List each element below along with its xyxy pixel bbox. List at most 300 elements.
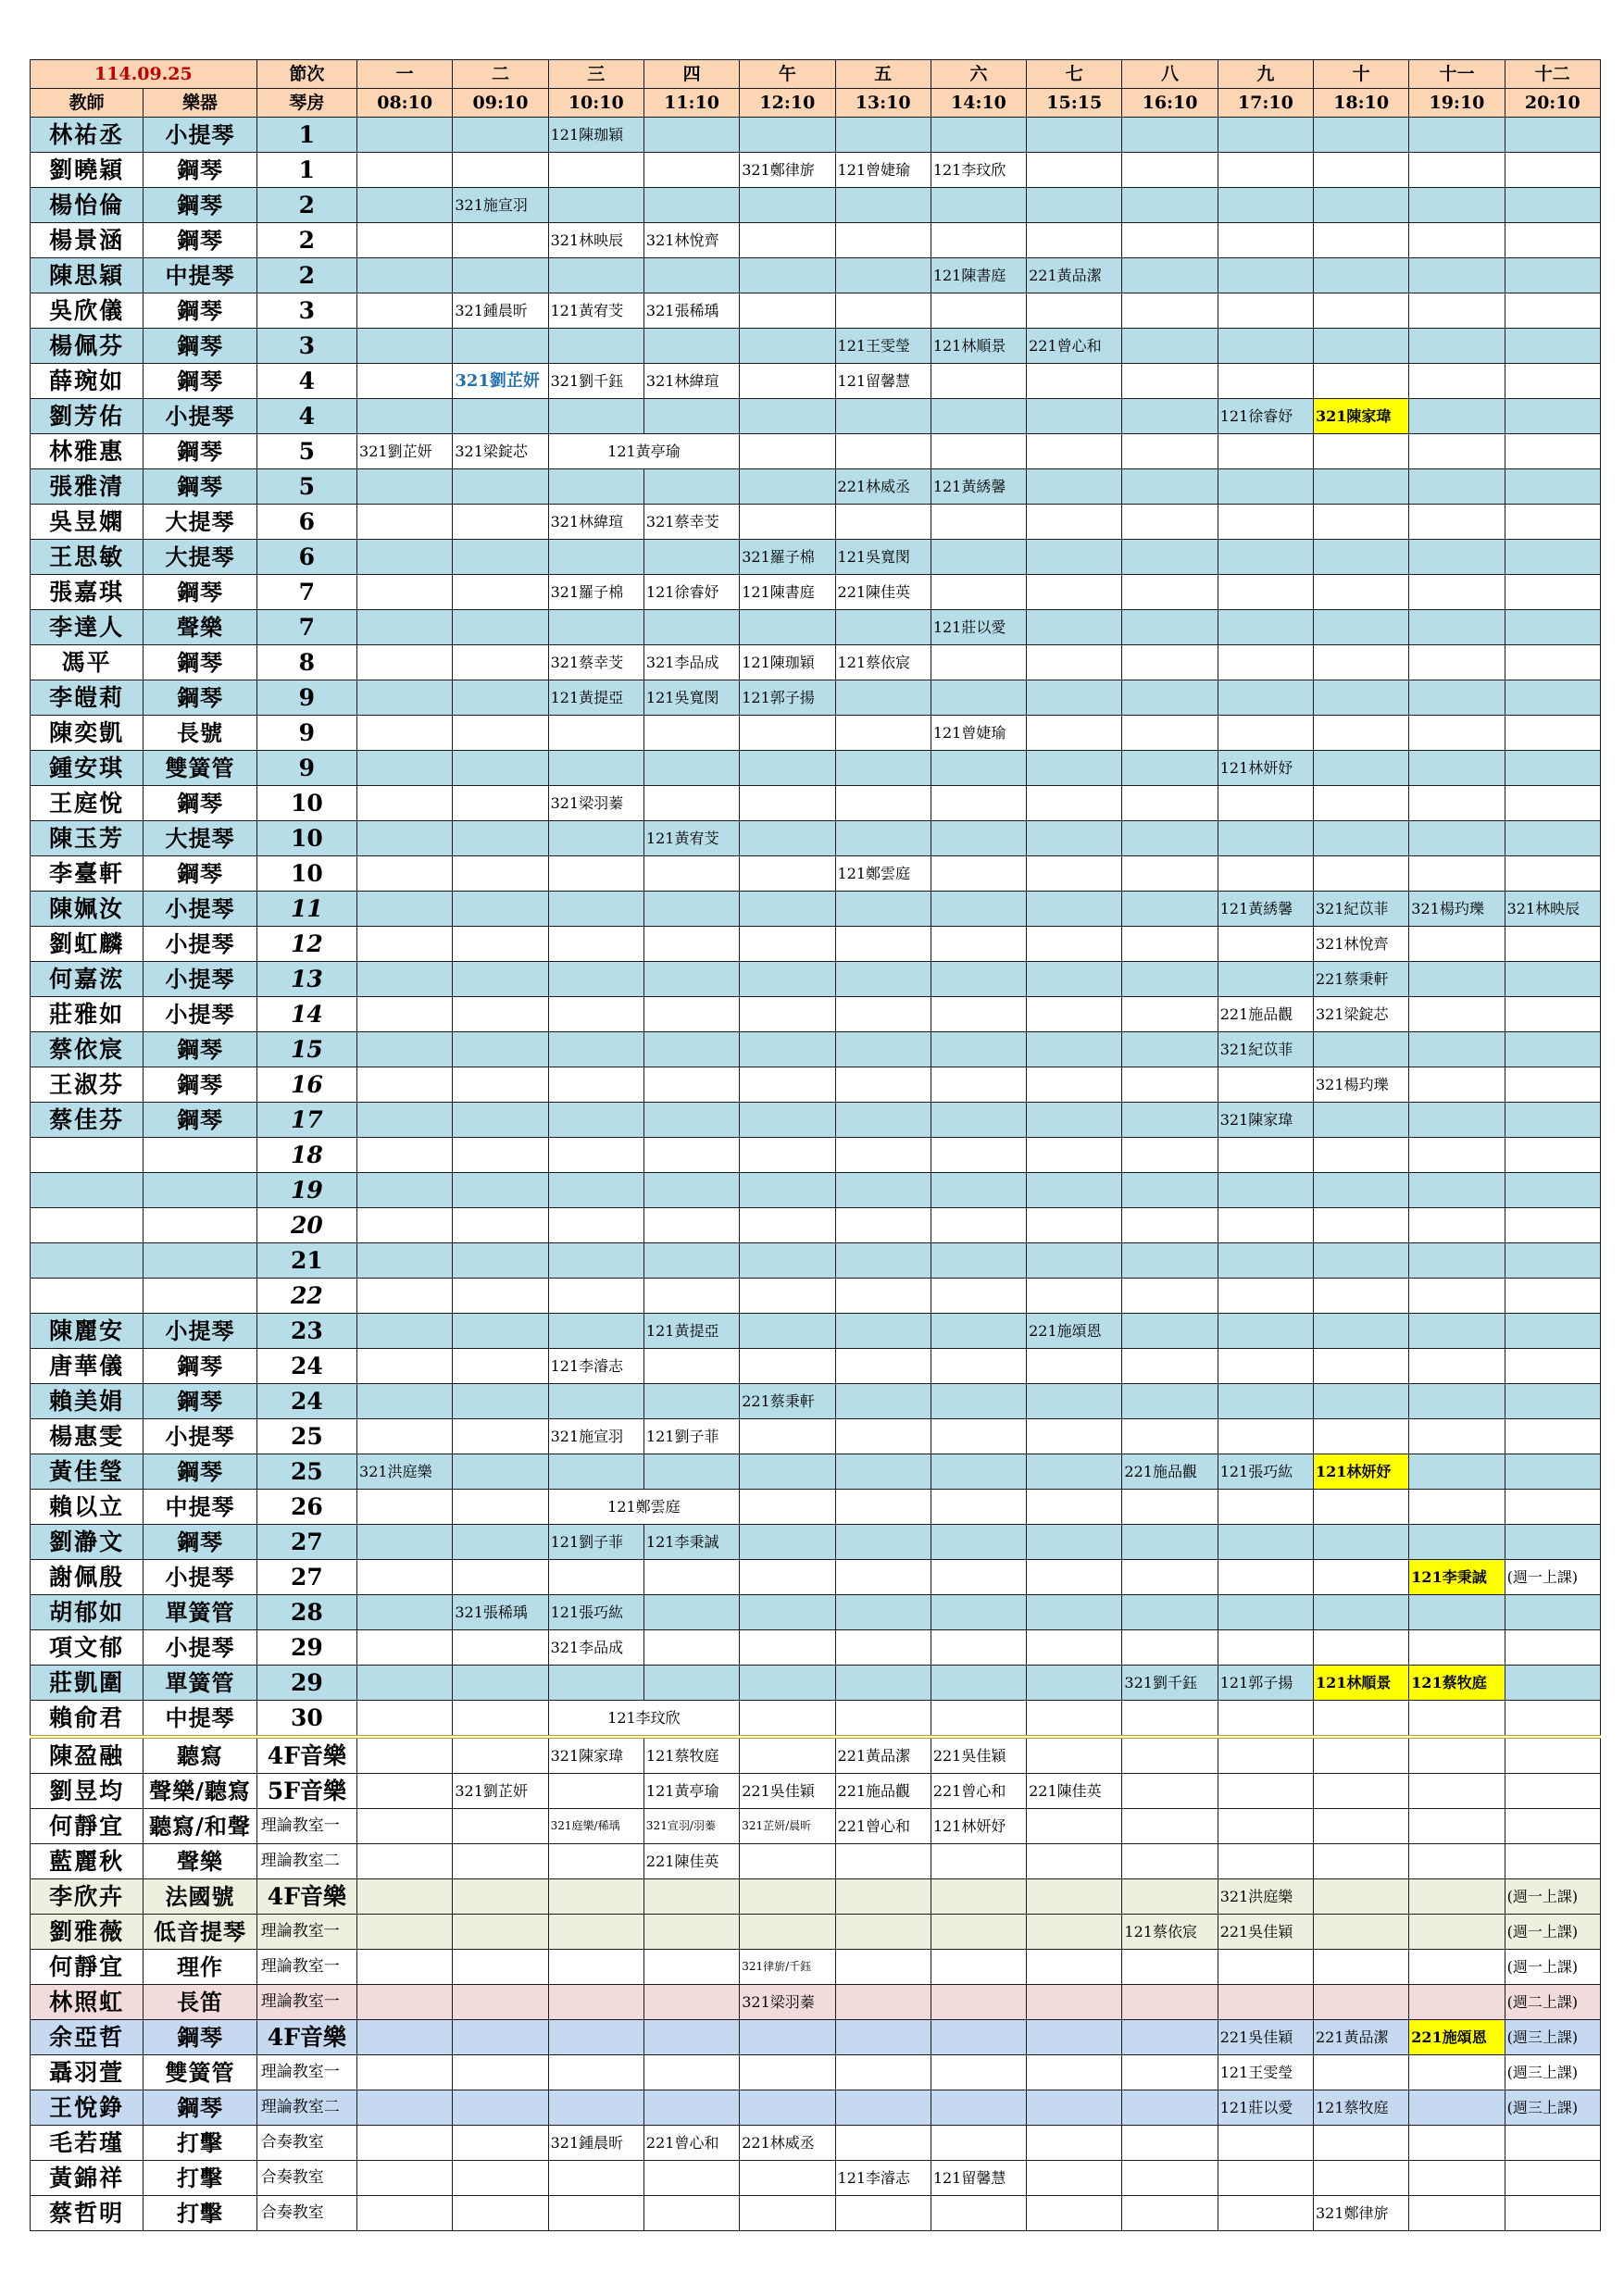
empty-cell — [931, 1560, 1026, 1595]
empty-cell — [453, 821, 548, 856]
empty-cell — [1505, 1809, 1600, 1844]
empty-cell — [835, 962, 931, 997]
teacher-name: 張嘉琪 — [31, 575, 144, 610]
lesson-cell: 121吳寬閔 — [643, 680, 739, 716]
lesson-cell: 121黃綉馨 — [1218, 892, 1313, 927]
room-number: 10 — [256, 821, 356, 856]
lesson-cell: 121蔡依宸 — [1122, 1915, 1218, 1950]
room-number: 24 — [256, 1384, 356, 1419]
lesson-cell: 321陳家瑋 — [1314, 399, 1409, 434]
empty-cell — [453, 1138, 548, 1173]
empty-cell — [453, 2196, 548, 2231]
lesson-cell: 321羅子棉 — [548, 575, 643, 610]
empty-cell — [931, 1879, 1026, 1915]
empty-cell — [1505, 680, 1600, 716]
empty-cell — [1122, 716, 1218, 751]
empty-cell — [1122, 892, 1218, 927]
empty-cell — [453, 1525, 548, 1560]
empty-cell — [357, 2196, 453, 2231]
lesson-cell: 121蔡牧庭 — [1409, 1666, 1505, 1701]
empty-cell — [453, 786, 548, 821]
empty-cell — [1314, 469, 1409, 505]
empty-cell — [835, 1879, 931, 1915]
empty-cell — [357, 680, 453, 716]
empty-cell — [835, 223, 931, 258]
teacher-name: 吳昱嫻 — [31, 505, 144, 540]
period-header: 二 — [453, 60, 548, 89]
period-header: 午 — [740, 60, 835, 89]
empty-cell — [1409, 2055, 1505, 2090]
time-header: 11:10 — [643, 89, 739, 118]
instrument-name: 理作 — [144, 1950, 256, 1985]
empty-cell — [1122, 1985, 1218, 2020]
empty-cell — [643, 610, 739, 645]
schedule-row — [31, 2196, 1601, 2231]
lesson-cell: 121李濬志 — [835, 2161, 931, 2196]
empty-cell — [357, 997, 453, 1032]
empty-cell — [548, 927, 643, 962]
empty-cell — [835, 1173, 931, 1208]
empty-cell — [1505, 223, 1600, 258]
empty-cell — [740, 364, 835, 399]
lesson-cell: 321鍾晨昕 — [453, 293, 548, 329]
empty-cell — [1218, 1349, 1313, 1384]
room-number: 4F音樂 — [256, 1879, 356, 1915]
schedule-row — [31, 258, 1601, 293]
schedule-row — [31, 1595, 1601, 1630]
empty-cell — [453, 1243, 548, 1279]
lesson-cell: 221蔡秉軒 — [740, 1384, 835, 1419]
lesson-cell: 321林悅齊 — [643, 223, 739, 258]
empty-cell — [1027, 1525, 1122, 1560]
empty-cell — [548, 2055, 643, 2090]
empty-cell — [548, 1314, 643, 1349]
empty-cell — [1027, 2090, 1122, 2126]
teacher-name: 陳玉芳 — [31, 821, 144, 856]
empty-cell — [1027, 1419, 1122, 1454]
empty-cell — [357, 1737, 453, 1774]
empty-cell — [835, 399, 931, 434]
empty-cell — [1027, 575, 1122, 610]
lesson-cell: 121陳書庭 — [931, 258, 1026, 293]
lesson-cell: 321施宣羽 — [453, 188, 548, 223]
room-number: 理論教室一 — [256, 1950, 356, 1985]
empty-cell — [1122, 1490, 1218, 1525]
empty-cell — [1122, 856, 1218, 892]
empty-cell — [1027, 1560, 1122, 1595]
room-number: 1 — [256, 118, 356, 153]
schedule-row — [31, 1419, 1601, 1454]
lesson-cell: 121林順景 — [931, 329, 1026, 364]
empty-cell — [357, 469, 453, 505]
instrument-name: 鋼琴 — [144, 364, 256, 399]
empty-cell — [1409, 786, 1505, 821]
empty-cell — [1122, 1243, 1218, 1279]
empty-cell — [643, 786, 739, 821]
empty-cell — [740, 1314, 835, 1349]
empty-cell — [453, 1560, 548, 1595]
empty-cell — [931, 962, 1026, 997]
empty-cell — [1027, 1279, 1122, 1314]
empty-cell — [1218, 258, 1313, 293]
instrument-name: 小提琴 — [144, 892, 256, 927]
instrument-name: 法國號 — [144, 1879, 256, 1915]
empty-cell — [453, 258, 548, 293]
instrument-name: 打擊 — [144, 2196, 256, 2231]
instrument-name: 中提琴 — [144, 1490, 256, 1525]
empty-cell — [1122, 2161, 1218, 2196]
empty-cell — [1218, 2126, 1313, 2161]
empty-cell — [931, 645, 1026, 680]
empty-cell — [1314, 856, 1409, 892]
empty-cell — [1314, 1314, 1409, 1349]
lesson-cell: 121鄭雲庭 — [548, 1490, 740, 1525]
empty-cell — [1122, 469, 1218, 505]
empty-cell — [1505, 1349, 1600, 1384]
instrument-name: 雙簧管 — [144, 751, 256, 786]
empty-cell — [835, 2196, 931, 2231]
empty-cell — [357, 329, 453, 364]
lesson-cell: 121李秉誠 — [1409, 1560, 1505, 1595]
lesson-cell: 221曾心和 — [1027, 329, 1122, 364]
empty-cell — [548, 1279, 643, 1314]
room-number: 27 — [256, 1560, 356, 1595]
empty-cell — [453, 1701, 548, 1738]
lesson-cell: 221林威丞 — [740, 2126, 835, 2161]
empty-cell — [931, 1103, 1026, 1138]
empty-cell — [1409, 1314, 1505, 1349]
empty-cell — [453, 153, 548, 188]
teacher-name: 黃錦祥 — [31, 2161, 144, 2196]
room-number: 25 — [256, 1454, 356, 1490]
empty-cell — [357, 1595, 453, 1630]
empty-cell — [1505, 751, 1600, 786]
empty-cell — [1122, 786, 1218, 821]
empty-cell — [643, 1173, 739, 1208]
teacher-name: 王悅錚 — [31, 2090, 144, 2126]
empty-cell — [1218, 645, 1313, 680]
period-header: 一 — [357, 60, 453, 89]
empty-cell — [548, 1138, 643, 1173]
empty-cell — [835, 1208, 931, 1243]
empty-cell — [357, 751, 453, 786]
empty-cell — [357, 1560, 453, 1595]
empty-cell — [357, 1243, 453, 1279]
empty-cell — [1218, 434, 1313, 469]
empty-cell — [835, 293, 931, 329]
empty-cell — [453, 2055, 548, 2090]
empty-cell — [1409, 1915, 1505, 1950]
schedule-row — [31, 610, 1601, 645]
empty-cell — [643, 258, 739, 293]
empty-cell — [1218, 1384, 1313, 1419]
empty-cell — [1027, 2126, 1122, 2161]
empty-cell — [548, 153, 643, 188]
empty-cell — [1122, 434, 1218, 469]
instrument-name: 聽寫/和聲 — [144, 1809, 256, 1844]
empty-cell — [1027, 364, 1122, 399]
empty-cell — [548, 892, 643, 927]
empty-cell — [1505, 997, 1600, 1032]
empty-cell — [1122, 1737, 1218, 1774]
teacher-name: 聶羽萱 — [31, 2055, 144, 2090]
room-number: 19 — [256, 1173, 356, 1208]
empty-cell — [1218, 364, 1313, 399]
empty-cell — [1505, 1067, 1600, 1103]
room-number: 10 — [256, 786, 356, 821]
time-header: 18:10 — [1314, 89, 1409, 118]
teacher-name: 劉昱均 — [31, 1774, 144, 1809]
room-number: 13 — [256, 962, 356, 997]
schedule-row — [31, 751, 1601, 786]
lesson-cell: 321梁羽蓁 — [740, 1985, 835, 2020]
schedule-row — [31, 856, 1601, 892]
room-number: 18 — [256, 1138, 356, 1173]
instrument-name: 長號 — [144, 716, 256, 751]
schedule-row — [31, 1314, 1601, 1349]
empty-cell — [1027, 680, 1122, 716]
lesson-cell: 321陳家瑋 — [1218, 1103, 1313, 1138]
lesson-cell: 321張稀瑀 — [643, 293, 739, 329]
empty-cell — [453, 1879, 548, 1915]
lesson-cell: 121李玟欣 — [548, 1701, 740, 1738]
empty-cell — [740, 997, 835, 1032]
schedule-row — [31, 1138, 1601, 1173]
instrument-name: 鋼琴 — [144, 1349, 256, 1384]
schedule-row — [31, 997, 1601, 1032]
schedule-row — [31, 1915, 1601, 1950]
empty-cell — [1027, 786, 1122, 821]
empty-cell — [1218, 1314, 1313, 1349]
empty-cell — [931, 1173, 1026, 1208]
time-header: 15:15 — [1027, 89, 1122, 118]
empty-cell — [357, 1032, 453, 1067]
empty-cell — [1314, 610, 1409, 645]
empty-cell — [357, 1314, 453, 1349]
empty-cell — [1027, 1844, 1122, 1879]
empty-cell — [643, 2161, 739, 2196]
empty-cell — [1314, 1809, 1409, 1844]
empty-cell — [1505, 1314, 1600, 1349]
room-number: 9 — [256, 751, 356, 786]
instrument-name: 單簧管 — [144, 1595, 256, 1630]
empty-cell — [1027, 962, 1122, 997]
empty-cell — [1027, 1985, 1122, 2020]
empty-cell — [1505, 575, 1600, 610]
empty-cell — [1027, 223, 1122, 258]
room-number: 11 — [256, 892, 356, 927]
time-header: 17:10 — [1218, 89, 1313, 118]
empty-cell — [1505, 188, 1600, 223]
empty-cell — [1505, 1630, 1600, 1666]
lesson-cell: 321梁錠芯 — [453, 434, 548, 469]
empty-cell — [1122, 1349, 1218, 1384]
empty-cell — [453, 2161, 548, 2196]
empty-cell — [357, 1915, 453, 1950]
teacher-name: 劉瀞文 — [31, 1525, 144, 1560]
lesson-cell: (週三上課) — [1505, 2090, 1600, 2126]
instrument-name — [144, 1173, 256, 1208]
lesson-cell: 321李品成 — [548, 1630, 643, 1666]
empty-cell — [740, 751, 835, 786]
lesson-cell: 321庭樂/稀瑀 — [548, 1809, 643, 1844]
instrument-name: 鋼琴 — [144, 1067, 256, 1103]
empty-cell — [740, 1138, 835, 1173]
room-number: 3 — [256, 329, 356, 364]
empty-cell — [835, 1630, 931, 1666]
lesson-cell: 321紀苡菲 — [1218, 1032, 1313, 1067]
empty-cell — [1218, 1173, 1313, 1208]
empty-cell — [1218, 1774, 1313, 1809]
room-number: 理論教室一 — [256, 1915, 356, 1950]
empty-cell — [931, 575, 1026, 610]
empty-cell — [1218, 505, 1313, 540]
empty-cell — [1314, 1595, 1409, 1630]
lesson-cell: 321陳家瑋 — [548, 1737, 643, 1774]
empty-cell — [1218, 1138, 1313, 1173]
empty-cell — [1122, 1595, 1218, 1630]
lesson-cell: 321宣羽/羽蓁 — [643, 1809, 739, 1844]
empty-cell — [1314, 645, 1409, 680]
lesson-cell: 121李玟欣 — [931, 153, 1026, 188]
empty-cell — [931, 1595, 1026, 1630]
instrument-name: 大提琴 — [144, 540, 256, 575]
empty-cell — [1027, 1879, 1122, 1915]
empty-cell — [931, 188, 1026, 223]
empty-cell — [1409, 1490, 1505, 1525]
empty-cell — [1122, 540, 1218, 575]
lesson-cell: 121張巧紘 — [1218, 1454, 1313, 1490]
empty-cell — [357, 505, 453, 540]
schedule-row — [31, 1032, 1601, 1067]
room-number: 合奏教室 — [256, 2161, 356, 2196]
room-number: 9 — [256, 716, 356, 751]
room-number: 28 — [256, 1595, 356, 1630]
empty-cell — [1218, 1525, 1313, 1560]
time-header: 14:10 — [931, 89, 1026, 118]
empty-cell — [357, 2126, 453, 2161]
empty-cell — [357, 1985, 453, 2020]
empty-cell — [643, 2090, 739, 2126]
empty-cell — [1027, 434, 1122, 469]
lesson-cell: 121黃亭瑜 — [548, 434, 740, 469]
empty-cell — [740, 962, 835, 997]
empty-cell — [1027, 821, 1122, 856]
schedule-row — [31, 1243, 1601, 1279]
empty-cell — [1314, 1737, 1409, 1774]
empty-cell — [1505, 293, 1600, 329]
empty-cell — [1505, 434, 1600, 469]
empty-cell — [740, 399, 835, 434]
empty-cell — [835, 188, 931, 223]
teacher-name: 陳麗安 — [31, 1314, 144, 1349]
room-number: 3 — [256, 293, 356, 329]
empty-cell — [643, 892, 739, 927]
empty-cell — [1505, 1243, 1600, 1279]
lesson-cell: (週二上課) — [1505, 1985, 1600, 2020]
empty-cell — [1409, 1950, 1505, 1985]
empty-cell — [1314, 1774, 1409, 1809]
empty-cell — [1314, 364, 1409, 399]
empty-cell — [931, 1666, 1026, 1701]
empty-cell — [1027, 2196, 1122, 2231]
empty-cell — [835, 786, 931, 821]
empty-cell — [740, 716, 835, 751]
empty-cell — [740, 1243, 835, 1279]
empty-cell — [931, 364, 1026, 399]
empty-cell — [740, 1349, 835, 1384]
empty-cell — [1218, 1595, 1313, 1630]
empty-cell — [835, 1279, 931, 1314]
empty-cell — [1505, 1103, 1600, 1138]
empty-cell — [740, 1595, 835, 1630]
empty-cell — [1314, 1349, 1409, 1384]
empty-cell — [1409, 1525, 1505, 1560]
empty-cell — [548, 1560, 643, 1595]
lesson-cell: 121留馨慧 — [835, 364, 931, 399]
empty-cell — [1027, 1595, 1122, 1630]
empty-cell — [643, 997, 739, 1032]
empty-cell — [1122, 293, 1218, 329]
teacher-name — [31, 1243, 144, 1279]
empty-cell — [931, 1032, 1026, 1067]
empty-cell — [931, 2020, 1026, 2055]
teacher-name: 何靜宜 — [31, 1950, 144, 1985]
lesson-cell: 321劉千鈺 — [1122, 1666, 1218, 1701]
empty-cell — [1027, 1103, 1122, 1138]
empty-cell — [1505, 1737, 1600, 1774]
empty-cell — [835, 1560, 931, 1595]
teacher-name — [31, 1173, 144, 1208]
schedule-row — [31, 1630, 1601, 1666]
empty-cell — [1505, 716, 1600, 751]
instrument-name — [144, 1279, 256, 1314]
empty-cell — [643, 856, 739, 892]
empty-cell — [931, 1844, 1026, 1879]
empty-cell — [453, 223, 548, 258]
empty-cell — [1122, 1032, 1218, 1067]
empty-cell — [1314, 540, 1409, 575]
empty-cell — [357, 1419, 453, 1454]
empty-cell — [1314, 1630, 1409, 1666]
schedule-row — [31, 540, 1601, 575]
instrument-name: 小提琴 — [144, 118, 256, 153]
period-header: 八 — [1122, 60, 1218, 89]
instrument-name: 長笛 — [144, 1985, 256, 2020]
teacher-name: 楊惠雯 — [31, 1419, 144, 1454]
schedule-row — [31, 1208, 1601, 1243]
teacher-name: 李欣卉 — [31, 1879, 144, 1915]
teacher-name: 蔡哲明 — [31, 2196, 144, 2231]
teacher-name: 王淑芬 — [31, 1067, 144, 1103]
empty-cell — [1409, 1985, 1505, 2020]
empty-cell — [357, 821, 453, 856]
empty-cell — [643, 716, 739, 751]
schedule-row — [31, 1701, 1601, 1738]
empty-cell — [357, 1208, 453, 1243]
empty-cell — [740, 821, 835, 856]
empty-cell — [453, 575, 548, 610]
schedule-row — [31, 962, 1601, 997]
empty-cell — [740, 2055, 835, 2090]
lesson-cell: (週一上課) — [1505, 1915, 1600, 1950]
empty-cell — [1409, 258, 1505, 293]
empty-cell — [357, 1067, 453, 1103]
empty-cell — [1218, 1490, 1313, 1525]
empty-cell — [835, 927, 931, 962]
empty-cell — [1122, 927, 1218, 962]
period-header: 六 — [931, 60, 1026, 89]
